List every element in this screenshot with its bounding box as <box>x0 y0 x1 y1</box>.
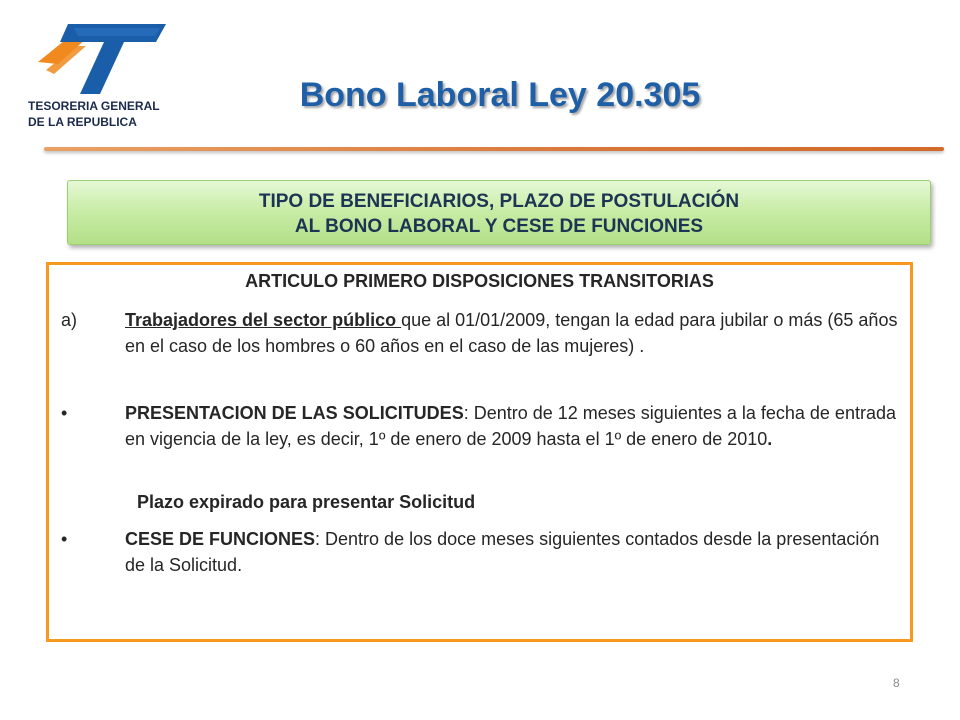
bullet-cese: • <box>61 529 68 549</box>
item-a-rest: que al 01/01/2009, tengan la edad para jubilar o más (65 años en el caso de los hombres o 60 años en el caso de las mujeres) . <box>125 310 898 356</box>
bullet-presentacion: • <box>61 403 68 423</box>
article-heading: ARTICULO PRIMERO DISPOSICIONES TRANSITORIAS <box>245 271 714 291</box>
item-a-bold: Trabajadores del sector público <box>125 310 402 330</box>
org-name-line1: TESORERIA GENERAL <box>28 99 160 113</box>
page-number: 8 <box>893 676 900 690</box>
item-presentacion-bold: PRESENTACION DE LAS SOLICITUDES <box>125 403 464 423</box>
deadline-note: Plazo expirado para presentar Solicitud <box>137 492 476 512</box>
item-cese-text <box>125 526 900 578</box>
title-divider <box>44 147 944 151</box>
logo <box>28 20 178 135</box>
item-presentacion-end: . <box>767 429 773 449</box>
banner-line-1: TIPO DE BENEFICIARIOS, PLAZO DE POSTULACIÓN <box>258 191 740 212</box>
content-frame <box>46 262 913 642</box>
banner-line-2: AL BONO LABORAL Y CESE DE FUNCIONES <box>294 216 704 237</box>
org-name-line2: DE LA REPUBLICA <box>28 115 137 129</box>
tgr-logo-icon <box>38 20 168 98</box>
page-title: Bono Laboral Ley 20.305 <box>299 76 701 114</box>
item-presentacion-rest: : Dentro de 12 meses siguientes a la fecha de entrada en vigencia de la ley, es decir, 1º de enero de 2009 hasta el 1º de enero de 2010 <box>125 403 896 449</box>
item-presentacion-text <box>125 400 900 452</box>
item-a-text <box>125 307 900 359</box>
section-banner <box>67 180 931 245</box>
item-a-marker: a) <box>61 310 78 330</box>
item-cese-bold: CESE DE FUNCIONES <box>125 529 316 549</box>
item-cese-rest: : Dentro de los doce meses siguientes contados desde la presentación de la Solicitud. <box>125 529 880 575</box>
